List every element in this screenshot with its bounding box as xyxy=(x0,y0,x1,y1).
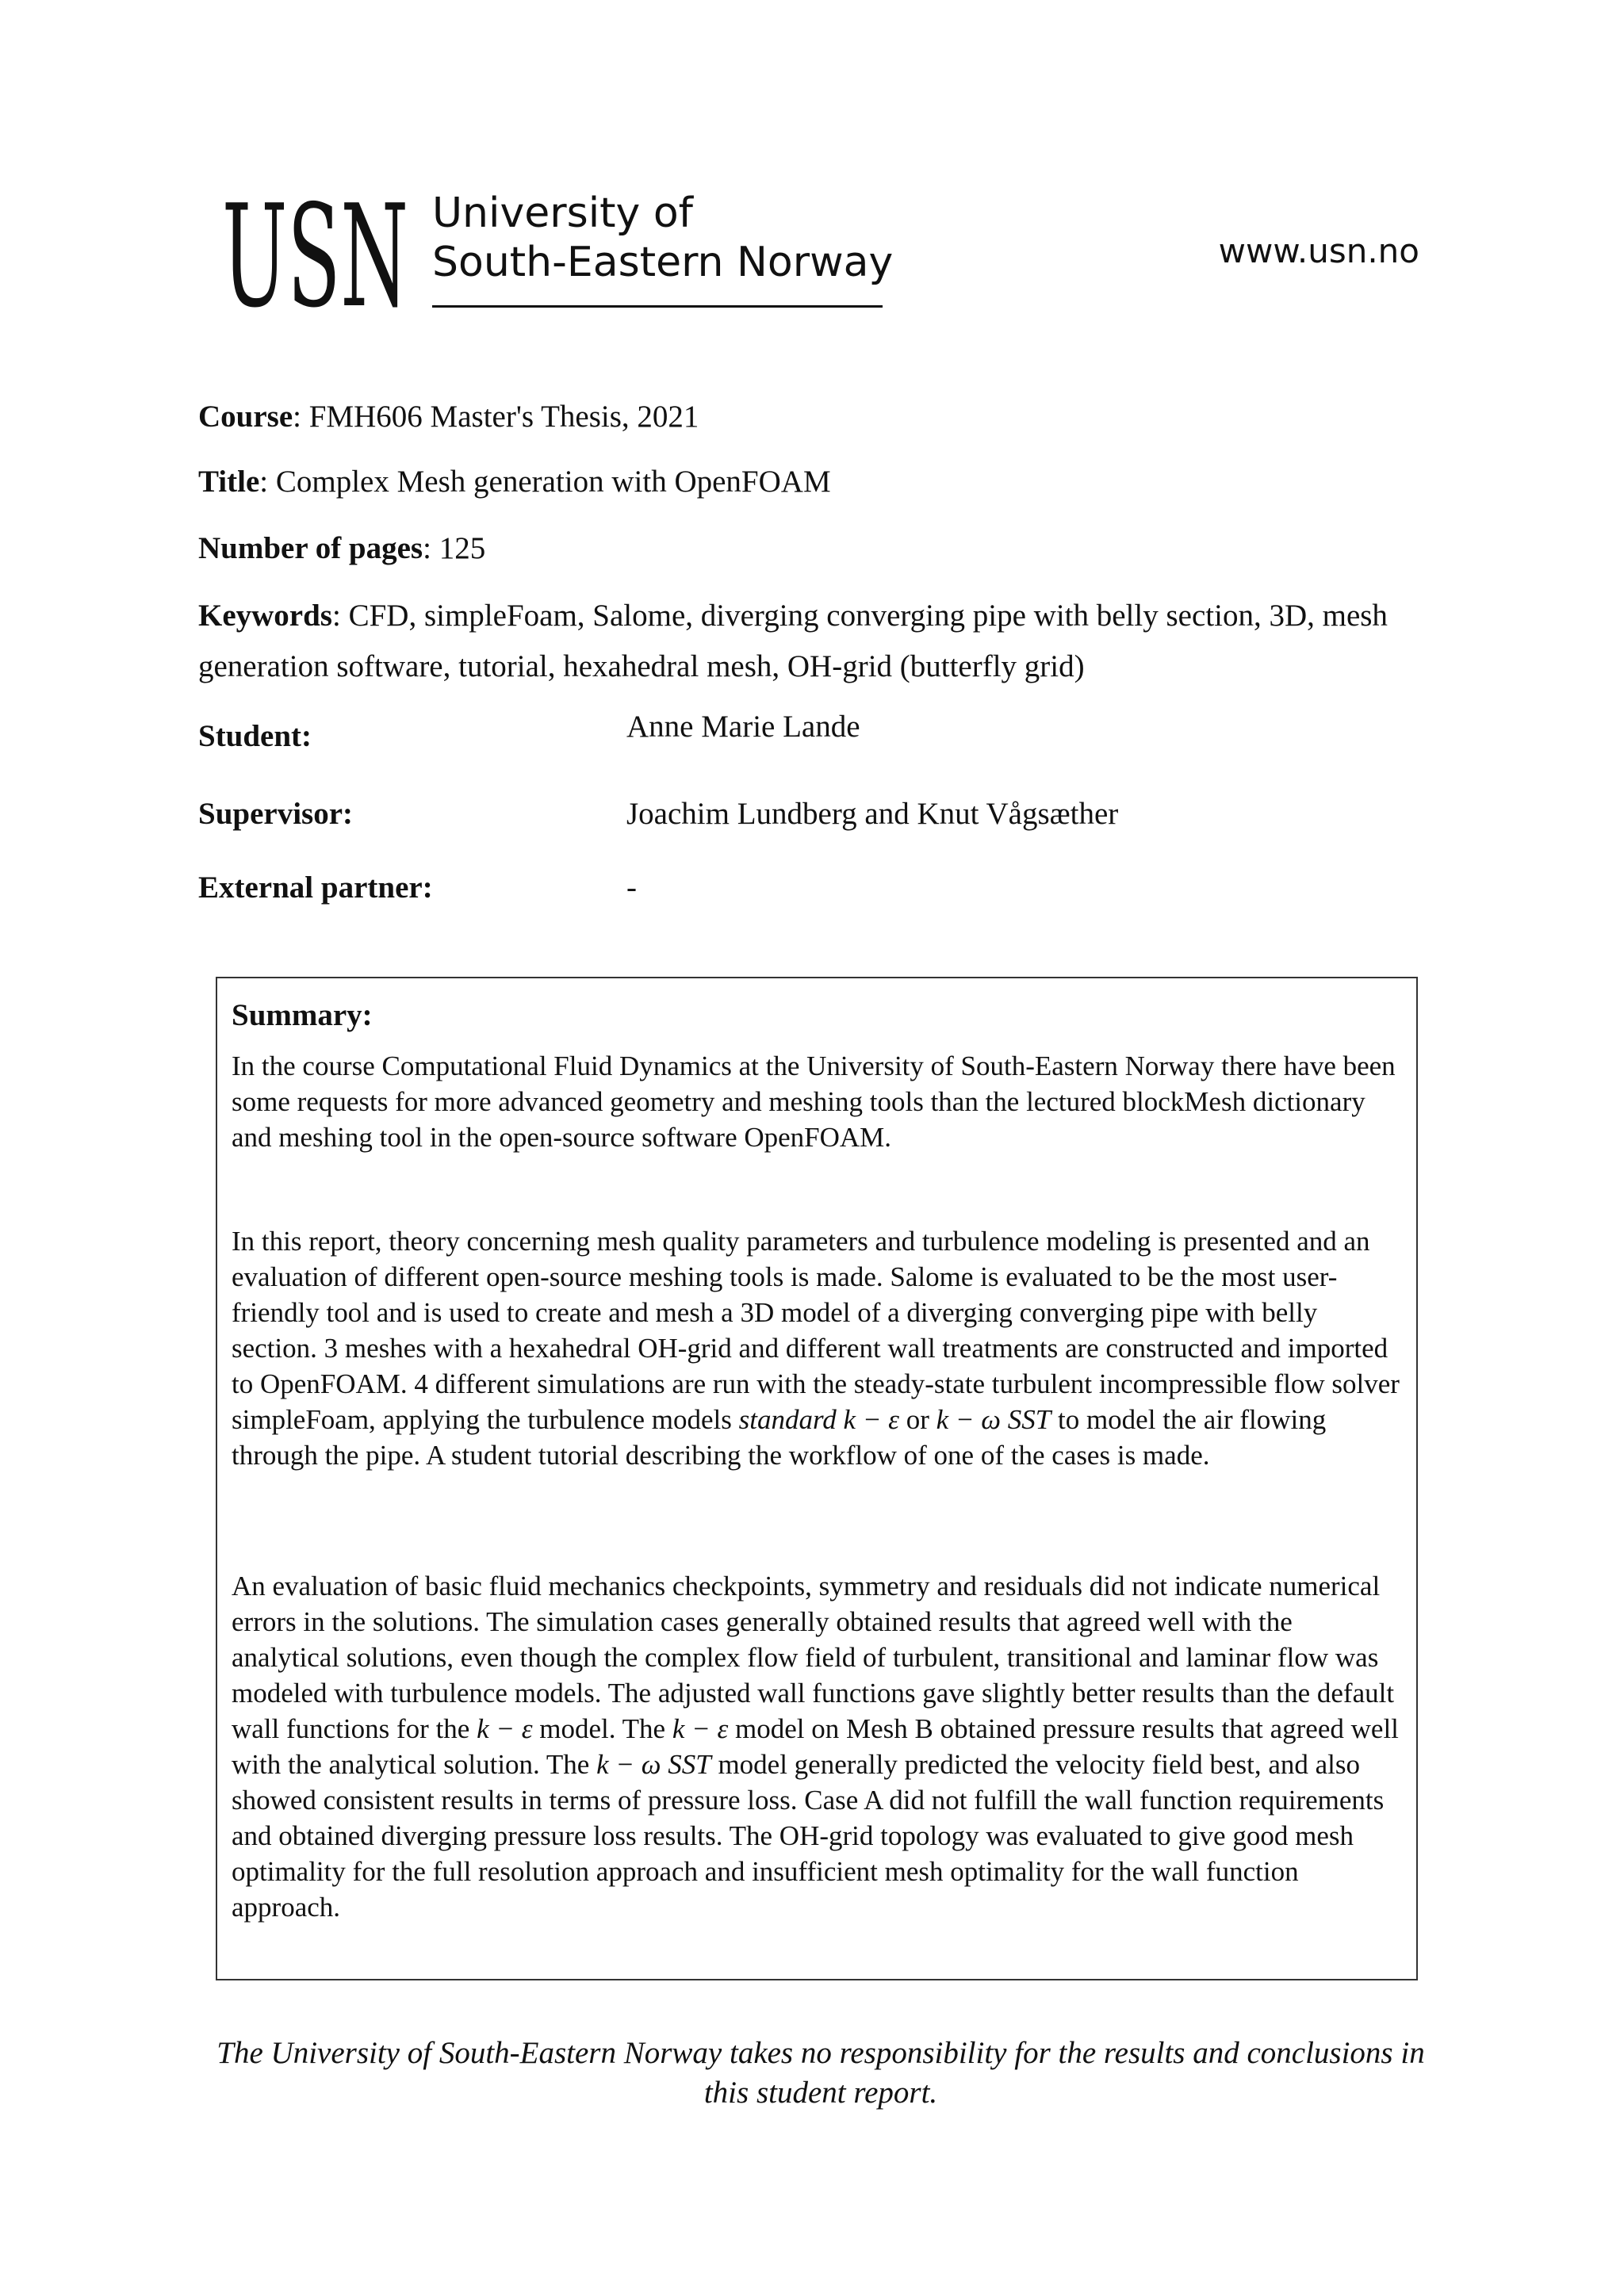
logo-underline xyxy=(432,305,883,308)
summary-heading: Summary: xyxy=(232,998,373,1032)
institution-name-line2: South-Eastern Norway xyxy=(432,239,894,286)
title-label: Title xyxy=(198,465,260,499)
summary-p3-math-2: k − ε xyxy=(672,1713,729,1744)
course-field xyxy=(198,395,699,439)
summary-p2-standard: standard xyxy=(738,1404,837,1435)
summary-paragraph-1: In the course Computational Fluid Dynamics at the University of South-Eastern Norway there have been some requests for more advanced geometry and meshing tools than the lectured blockMesh dictionary and meshing tool in the open-source software OpenFOAM. xyxy=(232,1050,1396,1153)
summary-paragraph-3 xyxy=(232,1568,1404,1925)
usn-logo xyxy=(222,194,412,313)
website-link[interactable]: www.usn.no xyxy=(1218,232,1419,270)
supervisor-label: Supervisor: xyxy=(198,797,353,831)
summary-p2-text-b: to model the air flowing through the pipe. A student tutorial describing the workflow of one of the cases is made. xyxy=(232,1404,1327,1471)
institution-name xyxy=(432,189,893,287)
pages-label: Number of pages xyxy=(198,531,423,565)
keywords-value: : CFD, simpleFoam, Salome, diverging converging pipe with belly section, 3D, mesh generation software, tutorial, hexahedral mesh, OH-grid (butterfly grid) xyxy=(198,599,1388,683)
course-label: Course xyxy=(198,400,293,434)
summary-p3-math-1: k − ε xyxy=(477,1713,533,1744)
keywords-label: Keywords xyxy=(198,599,332,633)
summary-p2-math-2: k − ω SST xyxy=(936,1404,1051,1435)
disclaimer: The University of South-Eastern Norway takes no responsibility for the results and conclusions in this student report. xyxy=(216,2036,1425,2110)
external-partner-label: External partner: xyxy=(198,871,433,905)
summary-p3-math-3: k − ω SST xyxy=(596,1749,711,1780)
summary-p3-text-d: model generally predicted the velocity field best, and also showed consistent results in terms of pressure loss. Case A did not fulfill the wall function requirements and obtained diverging pressure loss results. The OH-grid topology was evaluated to give good mesh optimality for the full resolution approach and insufficient mesh optimality for the wall function approach. xyxy=(232,1749,1385,1923)
institution-name-line1: University of xyxy=(432,189,693,237)
supervisor-value: Joachim Lundberg and Knut Vågsæther xyxy=(626,797,1119,831)
summary-p3-text-b: model. The xyxy=(532,1713,672,1744)
student-label: Student: xyxy=(198,719,312,753)
external-partner-value: - xyxy=(626,871,637,905)
title-field xyxy=(198,460,831,504)
title-value: : Complex Mesh generation with OpenFOAM xyxy=(259,465,831,499)
pages-field xyxy=(198,526,485,571)
summary-p3-text-c: model on Mesh B obtained pressure results that agreed well with the analytical solution. The xyxy=(232,1713,1399,1780)
summary-p2-or: or xyxy=(898,1404,936,1435)
keywords-field xyxy=(198,591,1435,692)
course-value: : FMH606 Master's Thesis, 2021 xyxy=(293,400,699,434)
student-value: Anne Marie Lande xyxy=(626,710,860,744)
summary-p3-text-a: An evaluation of basic fluid mechanics checkpoints, symmetry and residuals did not indicate numerical errors in the solutions. The simulation cases generally obtained results that agreed well with the analytical solutions, even though the complex flow field of turbulent, transitional and laminar flow was modeled with turbulence models. The adjusted wall functions gave slightly better results than the default wall functions for the xyxy=(232,1571,1395,1744)
summary-paragraph-2 xyxy=(232,1223,1404,1473)
pages-value: : 125 xyxy=(423,531,486,565)
summary-p2-math-1: k − ε xyxy=(843,1404,899,1435)
usn-logo-letters: USN xyxy=(222,194,408,313)
summary-p2-text-a: In this report, theory concerning mesh quality parameters and turbulence modeling is presented and an evaluation of different open-source meshing tools is made. Salome is evaluated to be the most user-friendly tool and is used to create and mesh a 3D model of a diverging converging pipe with belly section. 3 meshes with a hexahedral OH-grid and different wall treatments are constructed and imported to OpenFOAM. 4 different simulations are run with the steady-state turbulent incompressible flow solver simpleFoam, applying the turbulence models xyxy=(232,1226,1400,1435)
